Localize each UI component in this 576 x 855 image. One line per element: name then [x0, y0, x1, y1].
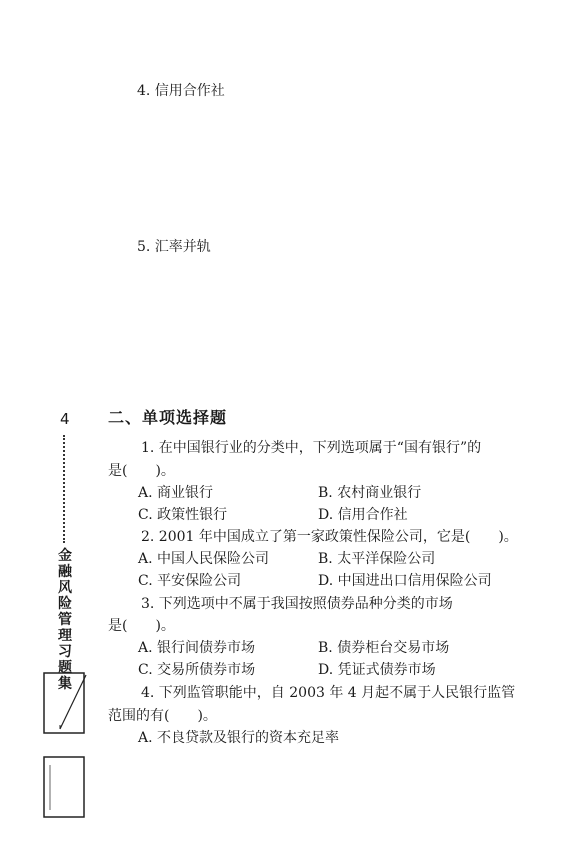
item-4-credit-cooperative: 4. 信用合作社 — [137, 83, 225, 99]
question-4-line-1: 4. 下列监管职能中，自 2003 年 4 月起不属于人民银行监管 — [141, 685, 516, 701]
question-2-option-d: D. 中国进出口信用保险公司 — [318, 573, 492, 589]
question-1-option-d: D. 信用合作社 — [318, 507, 408, 523]
page-number: 4 — [60, 410, 70, 428]
question-4-line-2: 范围的有( )。 — [108, 708, 217, 724]
margin-decoration — [40, 665, 100, 855]
question-3-line-1: 3. 下列选项中不属于我国按照债券品种分类的市场 — [141, 596, 453, 612]
question-3-option-a: A. 银行间债券市场 — [138, 640, 256, 656]
question-2-option-c: C. 平安保险公司 — [138, 573, 242, 589]
book-title-vertical: 金融风险管理习题集 — [58, 548, 72, 692]
question-1-option-c: C. 政策性银行 — [138, 507, 228, 523]
question-2-option-a: A. 中国人民保险公司 — [138, 551, 270, 567]
item-5-exchange-rate-unification: 5. 汇率并轨 — [137, 239, 211, 255]
question-2-option-b: B. 太平洋保险公司 — [318, 551, 436, 567]
question-4-option-a: A. 不良贷款及银行的资本充足率 — [138, 730, 340, 746]
question-1-line-2: 是( )。 — [108, 463, 175, 479]
question-3-option-c: C. 交易所债券市场 — [138, 662, 256, 678]
question-1-line-1: 1. 在中国银行业的分类中，下列选项属于“国有银行”的 — [141, 440, 482, 456]
question-1-option-a: A. 商业银行 — [138, 485, 214, 501]
question-3-option-d: D. 凭证式债券市场 — [318, 662, 436, 678]
section-heading: 二、单项选择题 — [108, 408, 228, 427]
margin-dotted-line — [63, 435, 68, 543]
question-3-line-2: 是( )。 — [108, 618, 175, 634]
question-1-option-b: B. 农村商业银行 — [318, 485, 422, 501]
question-3-option-b: B. 债券柜台交易市场 — [318, 640, 450, 656]
question-2-line-1: 2. 2001 年中国成立了第一家政策性保险公司，它是( )。 — [141, 529, 518, 545]
